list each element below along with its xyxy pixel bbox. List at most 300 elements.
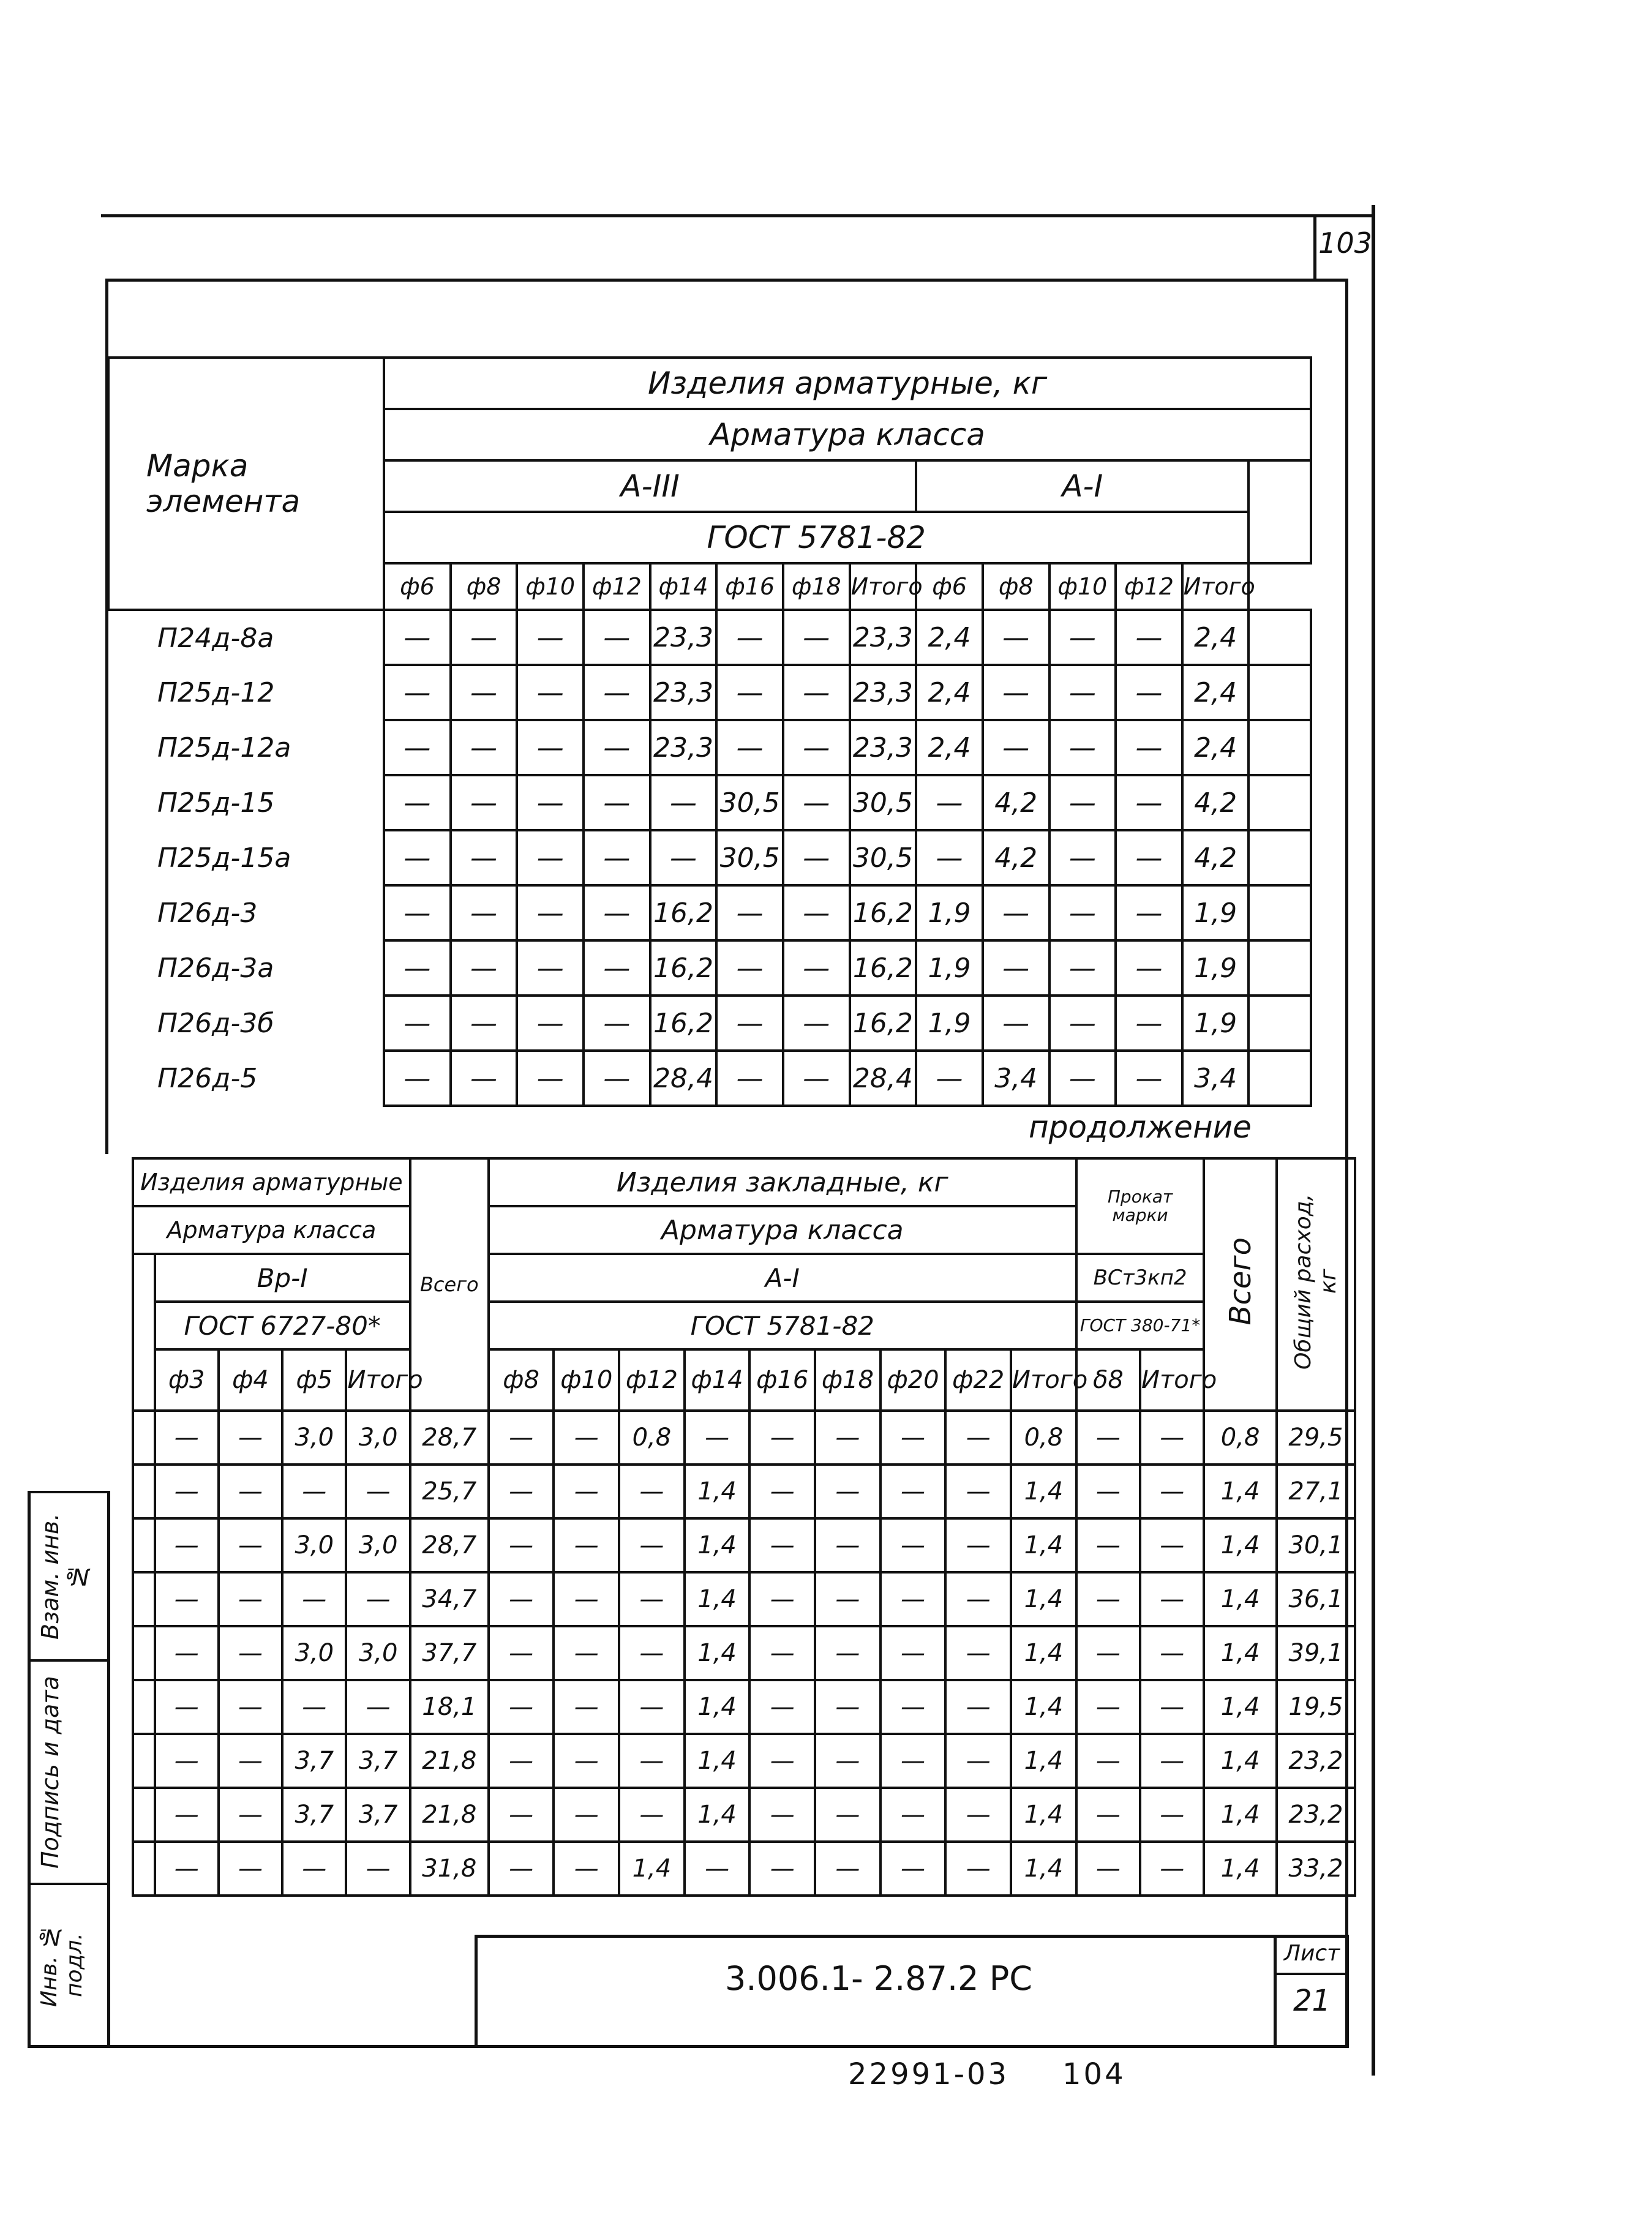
t2-emb-value: — <box>749 1518 815 1572</box>
t1-a3-value: — <box>517 830 584 885</box>
table-row <box>133 1680 1355 1734</box>
t1-a1-value: — <box>1049 830 1116 885</box>
frame-bottom <box>28 2045 1349 2048</box>
t2-emb-value: 1,4 <box>685 1626 750 1680</box>
t1-a3-value: — <box>650 830 717 885</box>
t1-a1-value: — <box>1116 720 1182 775</box>
t2-overall-total: 19,5 <box>1277 1680 1355 1734</box>
t2-emb-value: — <box>749 1734 815 1788</box>
t2-arm-class: Вр-I <box>155 1254 410 1302</box>
t2-rolled-value: — <box>1076 1518 1140 1572</box>
t1-a3-value: 23,3 <box>650 610 717 665</box>
t1-a1-value: — <box>983 665 1049 720</box>
t1-a3-value: — <box>517 610 584 665</box>
t1-blank-cell <box>1248 720 1311 775</box>
t1-a3-value: — <box>517 775 584 830</box>
t2-emb-value: 1,4 <box>685 1465 750 1518</box>
t2-gutter-cell <box>133 1465 155 1518</box>
t2-emb-value: — <box>749 1788 815 1842</box>
t2-bp-value: — <box>155 1518 219 1572</box>
t2-emb-total: 1,4 <box>1204 1680 1277 1734</box>
t2-emb-value: — <box>619 1626 685 1680</box>
left-strip-div1 <box>28 1659 110 1662</box>
t1-a3-value: — <box>451 1051 517 1106</box>
t2-gutter-cell <box>133 1518 155 1572</box>
footer-page: 104 <box>1062 2057 1126 2091</box>
t1-a3-value: — <box>517 996 584 1051</box>
t2-bp-value: — <box>219 1572 282 1626</box>
t2-emb-value: — <box>945 1842 1011 1896</box>
t1-a1-value: — <box>983 885 1049 940</box>
t1-a1-value: — <box>983 996 1049 1051</box>
t1-a3-value: — <box>783 996 850 1051</box>
t2-emb-value: — <box>880 1626 946 1680</box>
t2-bp-value: 3,0 <box>282 1626 346 1680</box>
t2-emb-value: — <box>619 1465 685 1518</box>
left-strip-inner <box>107 1491 110 2047</box>
t1-class-a1: А-I <box>916 460 1248 512</box>
t2-emb-total: 1,4 <box>1204 1572 1277 1626</box>
t1-a1-value: 2,4 <box>916 665 983 720</box>
t1-blank-cell <box>1248 775 1311 830</box>
t1-col-a1-3: ф12 <box>1116 563 1182 610</box>
t2-total-header: Всего <box>410 1158 489 1411</box>
t2-emb-value: — <box>489 1411 554 1465</box>
t2-bp-value: — <box>219 1465 282 1518</box>
stamp-sheet-number: 21 <box>1293 1984 1331 2018</box>
t2-emb-value: — <box>554 1626 619 1680</box>
t1-a3-value: — <box>584 885 650 940</box>
t2-col-bp-2: ф5 <box>282 1349 346 1411</box>
t1-a1-value: 1,9 <box>1182 996 1249 1051</box>
t1-a3-value: — <box>584 775 650 830</box>
t2-emb-total: 1,4 <box>1204 1788 1277 1842</box>
t2-bp-value: — <box>155 1465 219 1518</box>
t2-rolled-value: — <box>1076 1465 1140 1518</box>
t1-a3-value: — <box>451 610 517 665</box>
t2-emb-value: — <box>945 1680 1011 1734</box>
t2-arm-total: 21,8 <box>410 1734 489 1788</box>
t1-a3-value: — <box>517 1051 584 1106</box>
t2-overall-total: 29,5 <box>1277 1411 1355 1465</box>
t2-emb-value: — <box>880 1465 946 1518</box>
t2-rolled-value: — <box>1140 1518 1204 1572</box>
t1-col-a3-5: ф16 <box>716 563 783 610</box>
t2-emb-value: — <box>880 1734 946 1788</box>
t1-a3-value: — <box>384 885 451 940</box>
t2-bp-value: — <box>219 1788 282 1842</box>
t2-emb-value: 1,4 <box>1011 1518 1076 1572</box>
t2-emb-value: 1,4 <box>685 1572 750 1626</box>
t2-emb-value: — <box>619 1734 685 1788</box>
t1-a1-value: — <box>1049 940 1116 996</box>
t1-col-a1-4: Итого <box>1182 563 1249 610</box>
t2-bp-value: — <box>346 1465 410 1518</box>
t1-a3-value: — <box>517 940 584 996</box>
t2-emb-value: — <box>489 1465 554 1518</box>
t2-arm-class-label: Арматура класса <box>133 1206 410 1254</box>
t1-a1-value: — <box>983 940 1049 996</box>
mark-header-cell <box>108 358 384 610</box>
table-row <box>108 665 1311 720</box>
t2-rolled-gost: ГОСТ 380-71* <box>1076 1302 1204 1349</box>
t1-a3-value: — <box>716 885 783 940</box>
t1-a3-value: — <box>584 940 650 996</box>
t1-a1-value: 2,4 <box>1182 720 1249 775</box>
t2-emb-value: 1,4 <box>1011 1465 1076 1518</box>
t2-rolled-value: — <box>1140 1680 1204 1734</box>
t1-a3-value: — <box>716 720 783 775</box>
t2-col-emb-8: Итого <box>1011 1349 1076 1411</box>
t1-a3-value: — <box>451 720 517 775</box>
t2-emb-value: — <box>749 1572 815 1626</box>
t2-emb-value: — <box>880 1788 946 1842</box>
t2-emb-value: — <box>489 1734 554 1788</box>
t2-arm-total: 28,7 <box>410 1411 489 1465</box>
t2-col-rolled-0: δ8 <box>1076 1349 1140 1411</box>
t2-bp-value: — <box>155 1680 219 1734</box>
t2-emb-value: — <box>815 1518 880 1572</box>
t2-emb-value: — <box>619 1518 685 1572</box>
table-row <box>133 1465 1355 1518</box>
top-rule <box>101 214 1375 217</box>
t2-bp-value: 3,7 <box>346 1788 410 1842</box>
t1-a1-value: 3,4 <box>983 1051 1049 1106</box>
t2-bp-value: — <box>282 1680 346 1734</box>
t1-a1-value: — <box>916 830 983 885</box>
element-mark: П25д-12 <box>108 665 384 720</box>
t1-a3-value: — <box>783 720 850 775</box>
t1-a3-value: — <box>451 885 517 940</box>
t2-emb-total: 1,4 <box>1204 1842 1277 1896</box>
table-row <box>133 1518 1355 1572</box>
t2-emb-value: — <box>945 1518 1011 1572</box>
title-block-sheet-divider <box>1274 1973 1349 1975</box>
t1-a3-value: — <box>783 830 850 885</box>
t1-a1-value: — <box>1116 885 1182 940</box>
element-mark: П26д-3а <box>108 940 384 996</box>
t2-emb-value: 1,4 <box>1011 1626 1076 1680</box>
t2-col-bp-1: ф4 <box>219 1349 282 1411</box>
t2-bp-value: — <box>155 1572 219 1626</box>
t2-bp-value: — <box>155 1734 219 1788</box>
table-row <box>133 1411 1355 1465</box>
t2-arm-title: Изделия арматурные <box>133 1158 410 1206</box>
t1-a3-value: — <box>517 720 584 775</box>
t2-bp-value: — <box>155 1626 219 1680</box>
t2-emb-value: 1,4 <box>1011 1680 1076 1734</box>
t1-a3-value: — <box>783 775 850 830</box>
t2-rolled-value: — <box>1140 1734 1204 1788</box>
t1-a1-value: — <box>1116 610 1182 665</box>
reinforcement-table-1 <box>107 356 1312 1107</box>
t1-a3-value: — <box>584 720 650 775</box>
t2-emb-value: — <box>815 1842 880 1896</box>
table-row <box>133 1788 1355 1842</box>
t2-bp-value: 3,0 <box>282 1411 346 1465</box>
t2-emb-value: — <box>880 1572 946 1626</box>
t2-col-rolled-1: Итого <box>1140 1349 1204 1411</box>
t1-a3-value: 28,4 <box>850 1051 917 1106</box>
t1-a3-value: — <box>716 996 783 1051</box>
t1-col-a3-6: ф18 <box>783 563 850 610</box>
t2-gutter-cell <box>133 1411 155 1465</box>
t2-arm-total: 18,1 <box>410 1680 489 1734</box>
t1-a1-value: 1,9 <box>1182 885 1249 940</box>
t2-arm-total: 28,7 <box>410 1518 489 1572</box>
t2-overall-total: 23,2 <box>1277 1734 1355 1788</box>
t2-bp-value: 3,7 <box>282 1734 346 1788</box>
t2-rolled-value: — <box>1140 1572 1204 1626</box>
t2-bp-value: — <box>282 1465 346 1518</box>
t2-col-emb-0: ф8 <box>489 1349 554 1411</box>
t1-blank-cell <box>1248 830 1311 885</box>
table-row <box>108 830 1311 885</box>
t1-a3-value: 16,2 <box>850 940 917 996</box>
t2-overall-total: 27,1 <box>1277 1465 1355 1518</box>
t2-column-headers <box>133 1349 1355 1411</box>
t2-emb-value: — <box>554 1411 619 1465</box>
t1-a1-value: 2,4 <box>1182 665 1249 720</box>
left-strip-top <box>28 1491 110 1493</box>
t2-rolled-value: — <box>1076 1572 1140 1626</box>
t1-a3-value: 16,2 <box>650 940 717 996</box>
side-label-signature-date: Подпись и дата <box>37 1676 64 1869</box>
t2-arm-gost: ГОСТ 6727-80* <box>155 1302 410 1349</box>
t2-overall-total: 30,1 <box>1277 1518 1355 1572</box>
t1-a3-value: 23,3 <box>650 665 717 720</box>
table-row <box>108 1051 1311 1106</box>
t1-a3-value: — <box>584 610 650 665</box>
mark-header: Марка элемента <box>146 448 301 519</box>
t2-emb-value: — <box>880 1842 946 1896</box>
t2-rolled-grade: ВСт3кп2 <box>1076 1254 1204 1302</box>
t1-a1-value: 4,2 <box>1182 775 1249 830</box>
t2-emb-value: — <box>815 1734 880 1788</box>
t1-a3-value: 23,3 <box>850 610 917 665</box>
t1-a3-value: 30,5 <box>716 830 783 885</box>
t2-col-emb-1: ф10 <box>554 1349 619 1411</box>
t2-emb-value: — <box>749 1411 815 1465</box>
t1-a1-value: 1,9 <box>916 885 983 940</box>
t1-a3-value: — <box>451 775 517 830</box>
continuation-label: продолжение <box>1029 1109 1252 1145</box>
element-mark: П24д-8а <box>108 610 384 665</box>
t2-bp-value: — <box>155 1411 219 1465</box>
t1-col-a3-4: ф14 <box>650 563 717 610</box>
t2-emb-value: — <box>749 1465 815 1518</box>
t1-a3-value: — <box>517 885 584 940</box>
t2-rolled-value: — <box>1076 1680 1140 1734</box>
t1-a3-value: — <box>384 775 451 830</box>
t1-a3-value: — <box>384 940 451 996</box>
t2-col-emb-3: ф14 <box>685 1349 750 1411</box>
t1-a3-value: — <box>716 610 783 665</box>
t1-col-a1-2: ф10 <box>1049 563 1116 610</box>
t2-emb-value: 1,4 <box>1011 1788 1076 1842</box>
t1-a3-value: 28,4 <box>650 1051 717 1106</box>
t1-a1-value: — <box>916 775 983 830</box>
stamp-designation: 3.006.1- 2.87.2 РС <box>725 1959 1032 1998</box>
left-strip-div2 <box>28 1883 110 1885</box>
t2-col-emb-5: ф18 <box>815 1349 880 1411</box>
t2-emb-value: — <box>554 1465 619 1518</box>
t2-bp-value: 3,7 <box>346 1734 410 1788</box>
t1-a1-value: 4,2 <box>983 775 1049 830</box>
t2-emb-value: — <box>880 1680 946 1734</box>
t1-a3-value: — <box>384 830 451 885</box>
t2-emb-total: 1,4 <box>1204 1465 1277 1518</box>
t1-class-a3: А-III <box>384 460 916 512</box>
t2-overall-total: 33,2 <box>1277 1842 1355 1896</box>
t1-a1-value: — <box>916 1051 983 1106</box>
t2-emb-value: — <box>489 1788 554 1842</box>
t1-blank-cell <box>1248 610 1311 665</box>
t1-col-a3-2: ф10 <box>517 563 584 610</box>
t2-emb-value: 1,4 <box>685 1788 750 1842</box>
t1-blank-col <box>1248 460 1311 563</box>
t1-a1-value: — <box>983 720 1049 775</box>
left-strip-edge <box>28 1491 31 2047</box>
t2-emb-value: — <box>749 1842 815 1896</box>
t1-a3-value: — <box>584 996 650 1051</box>
reinforcement-table-2 <box>132 1157 1356 1897</box>
t2-emb-value: — <box>945 1465 1011 1518</box>
t2-left-gutter <box>133 1254 155 1411</box>
table-row <box>108 720 1311 775</box>
t1-a3-value: — <box>384 1051 451 1106</box>
t1-a1-value: — <box>1116 830 1182 885</box>
t2-bp-value: — <box>219 1842 282 1896</box>
t2-emb-value: — <box>815 1572 880 1626</box>
t2-emb-value: 1,4 <box>685 1680 750 1734</box>
frame-top <box>105 279 1348 282</box>
t2-rolled-value: — <box>1140 1465 1204 1518</box>
t1-col-a1-1: ф8 <box>983 563 1049 610</box>
t2-emb-gost: ГОСТ 5781-82 <box>489 1302 1076 1349</box>
t2-emb-value: 1,4 <box>619 1842 685 1896</box>
t2-col-emb-4: ф16 <box>749 1349 815 1411</box>
element-mark: П25д-15а <box>108 830 384 885</box>
t1-a3-value: 16,2 <box>650 996 717 1051</box>
t1-col-a3-3: ф12 <box>584 563 650 610</box>
t2-gutter-cell <box>133 1788 155 1842</box>
t2-bp-value: — <box>219 1734 282 1788</box>
t2-emb-value: — <box>880 1411 946 1465</box>
t2-rolled-value: — <box>1076 1411 1140 1465</box>
t2-bp-value: — <box>219 1518 282 1572</box>
t2-emb-value: — <box>489 1572 554 1626</box>
t2-emb-value: — <box>815 1788 880 1842</box>
t2-rolled-value: — <box>1140 1788 1204 1842</box>
t2-rolled-value: — <box>1076 1626 1140 1680</box>
element-mark: П26д-5 <box>108 1051 384 1106</box>
t2-col-emb-6: ф20 <box>880 1349 946 1411</box>
t2-rolled-value: — <box>1076 1734 1140 1788</box>
table-row <box>108 610 1311 665</box>
t2-rolled-value: — <box>1140 1842 1204 1896</box>
t2-rolled-value: — <box>1076 1788 1140 1842</box>
side-label-substitute-inv: Взам. инв. № <box>37 1513 91 1640</box>
t2-emb-value: — <box>815 1680 880 1734</box>
t2-bp-value: 3,0 <box>346 1626 410 1680</box>
t2-emb-value: — <box>554 1680 619 1734</box>
t1-gost: ГОСТ 5781-82 <box>384 512 1248 563</box>
t2-emb-value: — <box>619 1680 685 1734</box>
t2-bp-value: — <box>155 1788 219 1842</box>
t1-a3-value: — <box>517 665 584 720</box>
t2-bp-value: — <box>219 1626 282 1680</box>
t2-emb-total: 1,4 <box>1204 1734 1277 1788</box>
t2-arm-total: 21,8 <box>410 1788 489 1842</box>
t1-a3-value: 16,2 <box>850 885 917 940</box>
element-mark: П25д-15 <box>108 775 384 830</box>
element-mark: П25д-12а <box>108 720 384 775</box>
t1-blank-cell <box>1248 996 1311 1051</box>
t2-emb-value: — <box>815 1626 880 1680</box>
stamp-sheet-label: Лист <box>1283 1941 1340 1966</box>
t2-bp-value: — <box>219 1680 282 1734</box>
t1-a3-value: — <box>783 610 850 665</box>
t1-a3-value: — <box>716 665 783 720</box>
t1-a3-value: — <box>783 1051 850 1106</box>
element-mark: П26д-3б <box>108 996 384 1051</box>
t2-emb-value: — <box>945 1411 1011 1465</box>
t2-emb-value: — <box>685 1842 750 1896</box>
t2-bp-value: 3,7 <box>282 1788 346 1842</box>
t1-a1-value: — <box>1049 996 1116 1051</box>
t2-bp-value: — <box>219 1411 282 1465</box>
t2-gutter-cell <box>133 1626 155 1680</box>
t1-class-label: Арматура класса <box>384 409 1311 460</box>
t2-emb-value: 1,4 <box>1011 1842 1076 1896</box>
t1-a3-value: — <box>716 940 783 996</box>
table-row <box>108 885 1311 940</box>
t2-emb-value: 1,4 <box>685 1518 750 1572</box>
t1-a3-value: — <box>451 996 517 1051</box>
t1-a3-value: 23,3 <box>850 665 917 720</box>
t2-bp-value: 3,0 <box>346 1411 410 1465</box>
t1-col-a3-0: ф6 <box>384 563 451 610</box>
footer-number: 22991-03 <box>848 2057 1010 2091</box>
t1-a3-value: — <box>384 996 451 1051</box>
t2-emb-value: — <box>619 1572 685 1626</box>
t2-emb-value: — <box>489 1626 554 1680</box>
t1-a3-value: 30,5 <box>850 775 917 830</box>
t2-emb-total: 1,4 <box>1204 1626 1277 1680</box>
t2-emb-value: — <box>489 1518 554 1572</box>
t2-arm-total: 25,7 <box>410 1465 489 1518</box>
t2-arm-total: 37,7 <box>410 1626 489 1680</box>
table-row <box>133 1572 1355 1626</box>
t1-a1-value: 4,2 <box>1182 830 1249 885</box>
t1-a1-value: — <box>1116 940 1182 996</box>
t1-a1-value: 2,4 <box>916 610 983 665</box>
t2-gutter-cell <box>133 1572 155 1626</box>
t1-a3-value: — <box>650 775 717 830</box>
t2-bp-value: 3,0 <box>346 1518 410 1572</box>
t1-a1-value: 1,9 <box>1182 940 1249 996</box>
t2-gutter-cell <box>133 1680 155 1734</box>
t2-emb-value: — <box>489 1680 554 1734</box>
t2-emb-class-label: Арматура класса <box>489 1206 1076 1254</box>
t1-a3-value: — <box>384 720 451 775</box>
t2-bp-value: — <box>155 1842 219 1896</box>
t2-emb-value: — <box>945 1788 1011 1842</box>
t2-overall-label: Общий расход, кг <box>1290 1193 1341 1370</box>
t2-gutter-cell <box>133 1734 155 1788</box>
t2-emb-title: Изделия закладные, кг <box>489 1158 1076 1206</box>
